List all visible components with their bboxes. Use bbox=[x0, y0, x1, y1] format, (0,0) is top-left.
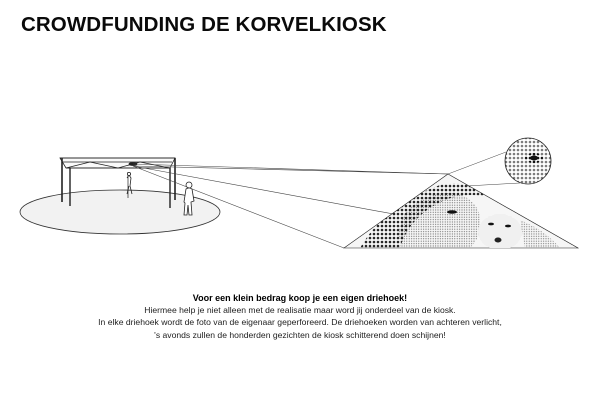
description-block bbox=[0, 292, 600, 341]
page-title: CROWDFUNDING DE KORVELKIOSK bbox=[21, 13, 387, 36]
halftone-magnifier-circle bbox=[448, 138, 551, 186]
description-line: Hiermee help je niet alleen met de realisatie maar word jij onderdeel van de kiosk. bbox=[144, 305, 456, 316]
description-line: 's avonds zullen de honderden gezichten de kiosk schitterend doen schijnen! bbox=[154, 329, 446, 340]
halftone-photo-triangle bbox=[344, 174, 578, 250]
description-headline: Voor een klein bedrag koop je een eigen driehoek! bbox=[192, 293, 408, 303]
description-line: In elke driehoek wordt de foto van de eigenaar geperforeerd. De driehoeken worden van achteren verlicht, bbox=[98, 317, 502, 328]
